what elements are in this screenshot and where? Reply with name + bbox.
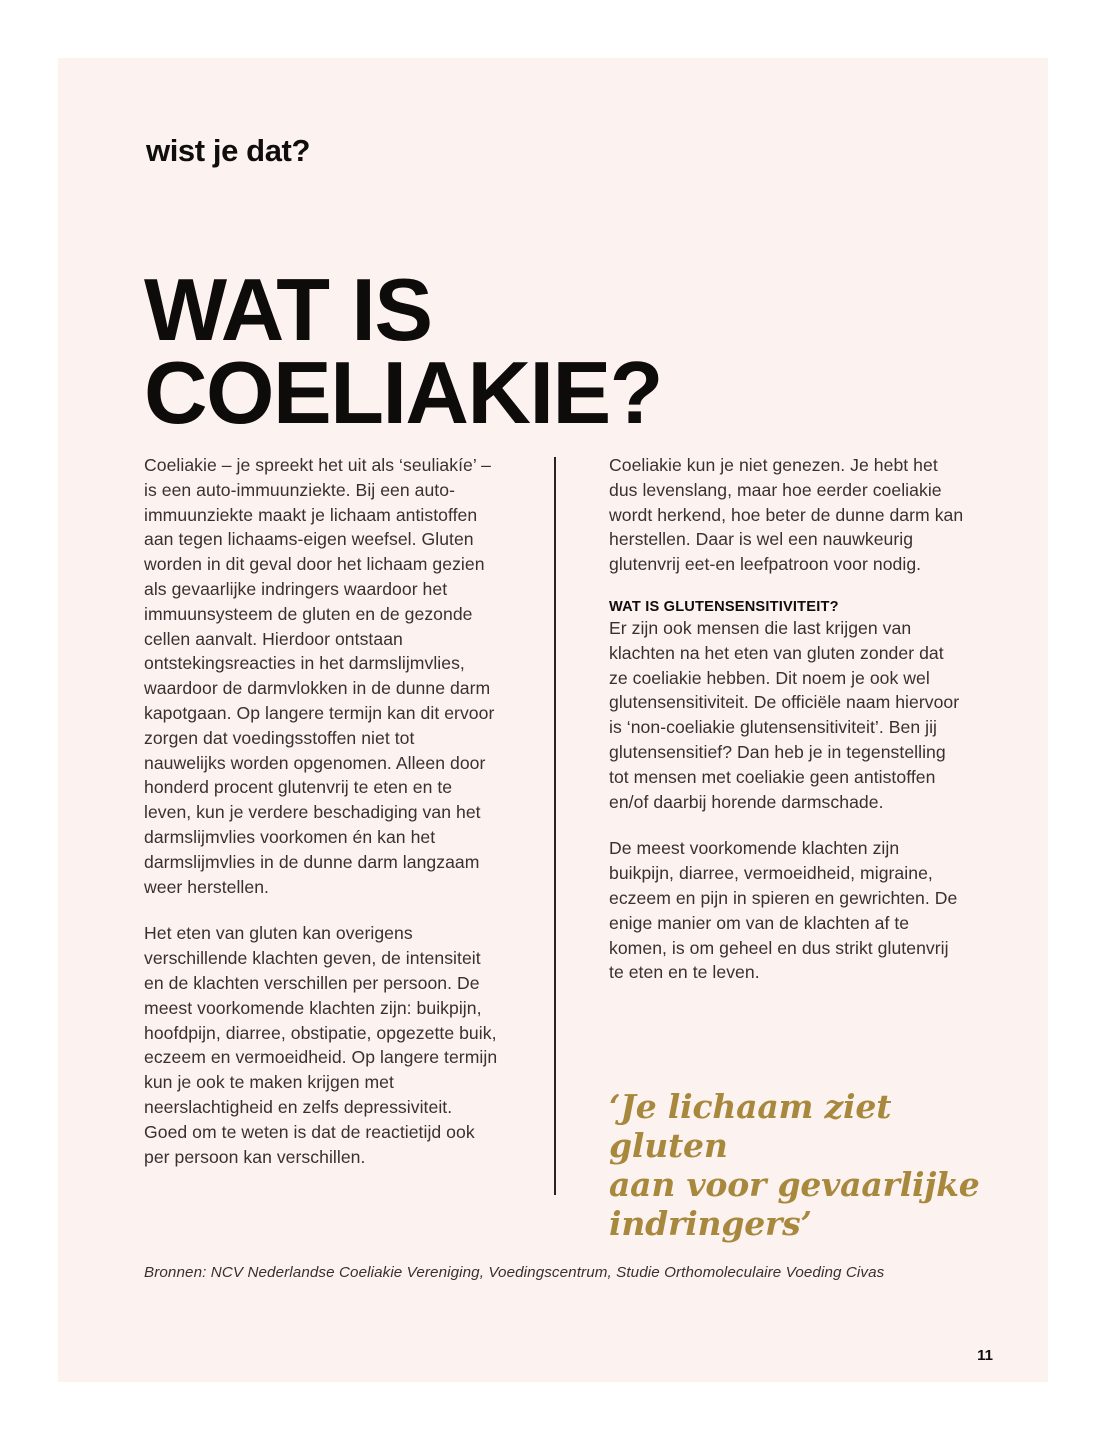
pull-quote-line-1: ‘Je lichaam ziet gluten [609, 1087, 892, 1165]
article-column-left [144, 453, 499, 1169]
paragraph: Het eten van gluten kan overigens verschillende klachten geven, de intensiteit en de klachten verschillen per persoon. De meest voorkomende klachten zijn: buikpijn, hoofdpijn, diarree, obstipatie, opgezette buik, eczeem en vermoeidheid. Op langere termijn kun je ook te maken krijgen met neerslachtigheid en zelfs depressiviteit. Goed om te weten is dat de reactietijd ook per persoon kan verschillen. [144, 923, 498, 1167]
pull-quote-line-2: aan voor gevaarlijke [609, 1164, 980, 1204]
page-number: 11 [977, 1347, 993, 1364]
page-kicker: wist je dat? [146, 133, 311, 168]
pull-quote [609, 1088, 989, 1244]
page-title [144, 259, 944, 442]
paragraph: Coeliakie kun je niet genezen. Je hebt het dus levenslang, maar hoe eerder coeliakie wordt herkend, hoe beter de dunne darm kan herstellen. Daar is wel een nauwkeurig glutenvrij eet-en leefpatroon voor nodig. [609, 455, 964, 575]
pull-quote-line-3: indringers’ [609, 1203, 812, 1243]
column-divider [554, 457, 556, 1195]
paragraph: Er zijn ook mensen die last krijgen van klachten na het eten van gluten zonder dat ze coeliakie hebben. Dit noem je ook wel glutensensitiviteit. De officiële naam hiervoor is ‘non-coeliakie glutensensitiviteit’. Ben jij glutensensitief? Dan heb je in tegenstelling tot mensen met coeliakie geen antistoffen en/of daarbij horende darmschade. [609, 617, 960, 812]
magazine-page-sheet [58, 58, 1048, 1382]
sources-note: Bronnen: NCV Nederlandse Coeliakie Vereniging, Voedingscentrum, Studie Orthomoleculaire Voeding Civas [144, 1264, 885, 1281]
article-column-right [609, 453, 964, 985]
paragraph: Coeliakie – je spreekt het uit als ‘seuliakíe’ – is een auto-immuunziekte. Bij een auto-immuunziekte maakt je lichaam antistoffen aan tegen lichaams-eigen weefsel. Gluten worden in dit geval door het lichaam gezien als gevaarlijke indringers waardoor het immuunsysteem de gluten en de gezonde cellen aanvalt. Hierdoor ontstaan ontstekingsreacties in het darmslijmvlies, waardoor de darmvlokken in de dunne darm kapotgaan. Op langere termijn kan dit ervoor zorgen dat voedingsstoffen niet tot nauwelijks worden opgenomen. Alleen door honderd procent glutenvrij te eten en te leven, kun je verdere beschadiging van het darmslijmvlies voorkomen én kan het darmslijmvlies in de dunne darm langzaam weer herstellen. [144, 455, 495, 897]
page-title-line-1: WAT IS [144, 259, 432, 359]
section-subheading: WAT IS GLUTENSENSITIVITEIT? [609, 598, 839, 615]
page-title-line-2: COELIAKIE? [144, 342, 662, 442]
paragraph: De meest voorkomende klachten zijn buikpijn, diarree, vermoeidheid, migraine, eczeem en pijn in spieren en gewrichten. De enige manier om van de klachten af te komen, is om geheel en dus strikt glutenvrij te eten en te leven. [609, 838, 958, 983]
